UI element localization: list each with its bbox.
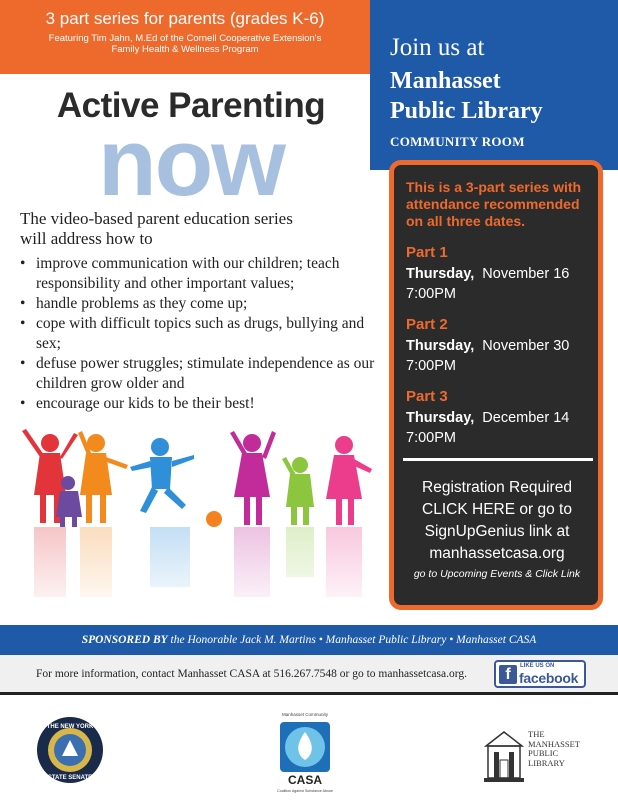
- part-time: 7:00PM: [406, 286, 456, 302]
- child-silhouette-pink: [326, 436, 372, 525]
- part-label: Part 1: [406, 244, 448, 261]
- divider: [403, 458, 593, 461]
- casa-logo: [270, 708, 340, 796]
- registration-line-3: SignUpGenius link at: [424, 523, 570, 540]
- casa-subtitle: Coalition Against Substance Abuse: [277, 789, 333, 793]
- ny-senate-seal-logo: [36, 716, 104, 784]
- casa-name: CASA: [287, 773, 323, 787]
- featuring-line-1: Featuring Tim Jahn, M.Ed of the Cornell Cooperative Extension's: [48, 33, 322, 44]
- part-label: Part 2: [406, 316, 448, 333]
- facebook-icon: f: [499, 665, 517, 684]
- part-3: [406, 388, 588, 446]
- part-1: [406, 244, 588, 302]
- intro-text: [20, 209, 370, 249]
- contact-bar: [0, 655, 618, 695]
- join-us-text: Join us at: [390, 34, 485, 61]
- child-silhouette-green: [282, 457, 314, 525]
- room-name: COMMUNITY ROOM: [390, 134, 525, 149]
- ball-shape: [206, 511, 222, 527]
- title-now: now: [98, 109, 284, 216]
- part-time: 7:00PM: [406, 430, 456, 446]
- topic-item: • defuse power struggles; stimulate independence as our children grow older and: [20, 354, 388, 394]
- library-name: THE MANHASSET PUBLIC LIBRARY: [528, 729, 580, 768]
- child-silhouette-blue: [130, 438, 194, 513]
- series-text: 3 part series for parents (grades K-6): [45, 9, 325, 28]
- casa-top-text: Manhasset Community: [281, 712, 329, 717]
- contact-text: For more information, contact Manhasset CASA at 516.267.7548 or go to manhassetcasa.org.: [36, 668, 467, 680]
- part-2: [406, 316, 588, 374]
- registration-line-2[interactable]: CLICK HERE or go to: [422, 501, 572, 518]
- registration-url[interactable]: manhassetcasa.org: [429, 545, 565, 562]
- library-building-icon: [482, 726, 526, 784]
- topic-item: • encourage our kids to be their best!: [20, 394, 388, 414]
- series-banner: [0, 0, 370, 74]
- kids-silhouettes-illustration: [0, 425, 385, 620]
- sponsor-bar: [0, 625, 618, 655]
- facebook-like-label: LIKE US ON: [520, 663, 555, 669]
- facebook-button[interactable]: [494, 660, 586, 688]
- sponsor-list: the Honorable Jack M. Martins • Manhasset Public Library • Manhasset CASA: [167, 634, 537, 646]
- library-logo: [482, 726, 592, 786]
- schedule-intro: This is a 3-part series with attendance recommended on all three dates.: [406, 179, 582, 229]
- part-date: Thursday, December 14: [406, 410, 570, 426]
- library-name-line-2: Public Library: [390, 98, 543, 124]
- part-label: Part 3: [406, 388, 448, 405]
- part-date: Thursday, November 30: [406, 338, 570, 354]
- topic-item: • handle problems as they come up;: [20, 294, 388, 314]
- intro-line-2: will address how to: [20, 229, 153, 248]
- seal-top-text: THE NEW YORK: [46, 724, 94, 730]
- featuring-line-2: Family Health & Wellness Program: [111, 44, 259, 55]
- child-silhouette-orange: [78, 431, 128, 523]
- topic-item: • improve communication with our children; teach responsibility and other important values;: [20, 254, 388, 294]
- registration-note: go to Upcoming Events & Click Link: [413, 568, 581, 580]
- sponsor-lead: SPONSORED BY: [81, 634, 168, 646]
- title-active-parenting: Active Parenting: [56, 86, 326, 125]
- part-time: 7:00PM: [406, 358, 456, 374]
- topic-item: • cope with difficult topics such as drugs, bullying and sex;: [20, 314, 388, 354]
- registration-line-1: Registration Required: [422, 479, 572, 496]
- facebook-wordmark: facebook: [519, 670, 579, 686]
- schedule-box: [389, 160, 603, 610]
- intro-line-1: The video-based parent education series: [20, 209, 293, 228]
- join-us-box: [370, 0, 618, 170]
- child-silhouette-magenta: [230, 431, 276, 525]
- topics-list: [20, 254, 388, 414]
- library-name-line-1: Manhasset: [390, 68, 501, 94]
- part-date: Thursday, November 16: [406, 266, 570, 282]
- registration-link[interactable]: [406, 477, 588, 581]
- logos-row: [0, 698, 618, 800]
- seal-bottom-text: STATE SENATE: [47, 775, 93, 781]
